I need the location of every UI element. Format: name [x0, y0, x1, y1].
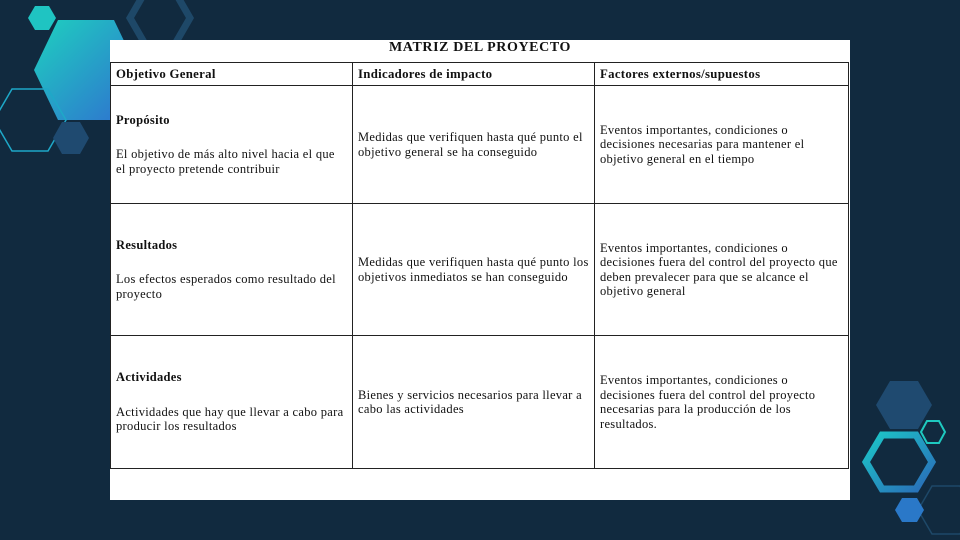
hexagon-ring-gradient [866, 435, 932, 489]
cell-objective [111, 86, 353, 204]
hexagon-outline-top [130, 0, 190, 44]
matrix-title: MATRIZ DEL PROYECTO [388, 40, 572, 55]
cell-indicator [353, 86, 595, 204]
project-matrix-sheet [110, 40, 850, 500]
hexagon-small-teal [28, 6, 56, 30]
table-row [111, 204, 849, 336]
table-row [111, 336, 849, 469]
table-header-row [111, 63, 849, 86]
cell-objective [111, 336, 353, 469]
row-title-actividades: Actividades [116, 370, 182, 385]
factors-text: Eventos importantes, condiciones o decisiones fuera del control del proyecto que deben prevalecer para que se alcance el objetivo general [600, 240, 838, 298]
header-indicadores-impacto: Indicadores de impacto [353, 63, 595, 86]
cell-indicator [353, 204, 595, 336]
cell-objective [111, 204, 353, 336]
hexagon-small-navy [53, 122, 89, 154]
hexagon-small-blue [895, 498, 924, 522]
table-row [111, 86, 849, 204]
hexagon-outline-right [918, 486, 960, 534]
cell-factors [595, 204, 849, 336]
project-matrix-table [110, 62, 849, 469]
row-description: Los efectos esperados como resultado del proyecto [116, 272, 336, 301]
indicator-text: Medidas que verifiquen hasta qué punto los objetivos inmediatos se han conseguido [358, 255, 589, 284]
cell-indicator [353, 336, 595, 469]
indicator-text: Bienes y servicios necesarios para llevar a cabo las actividades [358, 387, 582, 416]
hexagon-small-outline-teal [921, 421, 945, 443]
hexagon-navy-bottom [876, 381, 932, 429]
header-factores-externos: Factores externos/supuestos [595, 63, 849, 86]
cell-factors [595, 86, 849, 204]
cell-factors [595, 336, 849, 469]
row-title-resultados: Resultados [116, 237, 178, 252]
factors-text: Eventos importantes, condiciones o decisiones necesarias para mantener el objetivo general en el tiempo [600, 122, 805, 166]
indicator-text: Medidas que verifiquen hasta qué punto el objetivo general se ha conseguido [358, 130, 583, 159]
header-objetivo-general: Objetivo General [111, 63, 353, 86]
factors-text: Eventos importantes, condiciones o decisiones fuera del control del proyecto necesarias para la producción de los resultados. [600, 373, 816, 431]
row-description: Actividades que hay que llevar a cabo para producir los resultados [116, 404, 344, 434]
row-description: El objetivo de más alto nivel hacia el que el proyecto pretende contribuir [116, 147, 335, 176]
row-title-proposito: Propósito [116, 112, 170, 127]
